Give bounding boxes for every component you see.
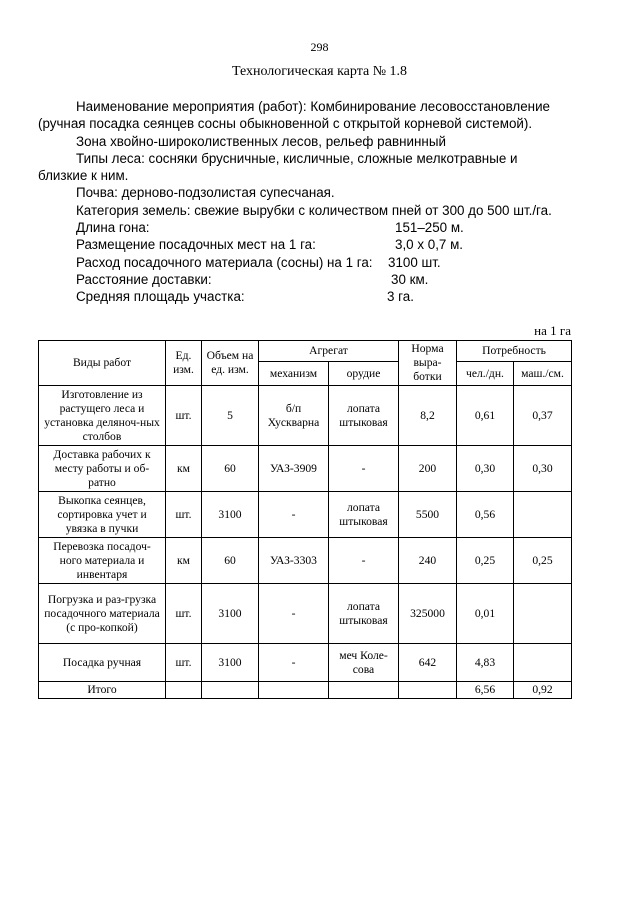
cell-person-days: 4,83 (457, 644, 514, 682)
param-value: 30 км. (391, 271, 429, 287)
param-label: Расстояние доставки: (76, 271, 212, 287)
cell-work: Изготовление из растущего леса и установка деляноч-ных столбов (39, 386, 166, 446)
cell-volume: 5 (202, 386, 259, 446)
cell-machine-shifts: 0,30 (514, 446, 572, 492)
cell-total-machine-shifts: 0,92 (514, 682, 572, 699)
cell-mechanism: УАЗ-3303 (259, 538, 329, 584)
param-row (38, 219, 600, 236)
total-row (39, 682, 572, 699)
cell-tool: - (329, 538, 399, 584)
activity-name-line2: (ручная посадка сеянцев сосны обыкновенной с открытой корневой системой). (38, 116, 533, 132)
page-title: Технологическая карта № 1.8 (231, 64, 408, 79)
table-row (39, 584, 572, 644)
cell-work: Посадка ручная (39, 644, 166, 682)
param-value: 3100 шт. (388, 254, 441, 270)
cell-norm: 240 (399, 538, 457, 584)
param-row (38, 288, 600, 305)
table-row (39, 492, 572, 538)
cell-norm: 642 (399, 644, 457, 682)
cell-work: Доставка рабочих к месту работы и об-ратно (39, 446, 166, 492)
cell-unit: шт. (166, 492, 202, 538)
cell-empty (202, 682, 259, 699)
activity-name-line1: Наименование мероприятия (работ): Комбинирование лесовосстановление (76, 99, 551, 114)
cell-total-person-days: 6,56 (457, 682, 514, 699)
cell-volume: 3100 (202, 492, 259, 538)
cell-norm: 325000 (399, 584, 457, 644)
technology-table (38, 340, 572, 699)
cell-norm: 5500 (399, 492, 457, 538)
table-row (39, 446, 572, 492)
param-label: Длина гона: (76, 220, 150, 236)
cell-person-days: 0,61 (457, 386, 514, 446)
forest-types-line2: близкие к ним. (38, 168, 129, 184)
cell-norm: 200 (399, 446, 457, 492)
cell-person-days: 0,01 (457, 584, 514, 644)
param-label: Расход посадочного материала (сосны) на 1 га: (76, 254, 373, 270)
param-label: Средняя площадь участка: (76, 289, 245, 305)
soil-line: Почва: дерново-подзолистая супесчаная. (76, 185, 335, 201)
cell-machine-shifts (514, 644, 572, 682)
unit-note: на 1 га (534, 323, 571, 338)
forest-types-line1: Типы леса: сосняки брусничные, кисличные, сложные мелкотравные и (76, 150, 518, 166)
cell-empty (399, 682, 457, 699)
param-row (38, 254, 600, 271)
cell-volume: 60 (202, 446, 259, 492)
cell-unit: км (166, 538, 202, 584)
description-block (38, 98, 600, 306)
param-row (38, 236, 600, 253)
cell-tool: лопата штыковая (329, 584, 399, 644)
cell-mechanism: - (259, 644, 329, 682)
cell-work: Погрузка и раз-грузка посадочного материала (с про-копкой) (39, 584, 166, 644)
cell-unit: км (166, 446, 202, 492)
header-volume: Объем на ед. изм. (202, 341, 259, 386)
header-norm: Норма выра-ботки (399, 341, 457, 386)
cell-machine-shifts (514, 584, 572, 644)
header-tool: орудие (329, 362, 399, 386)
param-row (38, 271, 600, 288)
cell-mechanism: - (259, 584, 329, 644)
header-mechanism: механизм (259, 362, 329, 386)
cell-volume: 60 (202, 538, 259, 584)
cell-tool: - (329, 446, 399, 492)
param-value: 151–250 м. (395, 220, 464, 236)
page-number: 298 (310, 40, 329, 54)
cell-mechanism: - (259, 492, 329, 538)
cell-machine-shifts (514, 492, 572, 538)
cell-unit: шт. (166, 644, 202, 682)
param-value: 3 га. (387, 289, 414, 305)
cell-tool: лопата штыковая (329, 492, 399, 538)
cell-tool: лопата штыковая (329, 386, 399, 446)
cell-person-days: 0,30 (457, 446, 514, 492)
cell-norm: 8,2 (399, 386, 457, 446)
cell-machine-shifts: 0,25 (514, 538, 572, 584)
cell-total-label: Итого (39, 682, 166, 699)
header-person-days: чел./дн. (457, 362, 514, 386)
cell-tool: меч Коле-сова (329, 644, 399, 682)
cell-person-days: 0,56 (457, 492, 514, 538)
cell-volume: 3100 (202, 584, 259, 644)
cell-empty (166, 682, 202, 699)
cell-volume: 3100 (202, 644, 259, 682)
table-row (39, 644, 572, 682)
header-work: Виды работ (39, 341, 166, 386)
cell-mechanism: УАЗ-3909 (259, 446, 329, 492)
cell-person-days: 0,25 (457, 538, 514, 584)
cell-empty (329, 682, 399, 699)
table-row (39, 386, 572, 446)
table-row (39, 538, 572, 584)
cell-work: Выкопка сеянцев, сортировка учет и увязка в пучки (39, 492, 166, 538)
header-machine-shifts: маш./см. (514, 362, 572, 386)
cell-empty (259, 682, 329, 699)
param-label: Размещение посадочных мест на 1 га: (76, 237, 316, 253)
cell-work: Перевозка посадоч-ного материала и инвентаря (39, 538, 166, 584)
param-value: 3,0 х 0,7 м. (395, 237, 464, 253)
header-need: Потребность (457, 341, 572, 362)
cell-unit: шт. (166, 584, 202, 644)
header-unit: Ед. изм. (166, 341, 202, 386)
zone-line: Зона хвойно-широколиственных лесов, рельеф равнинный (76, 133, 446, 149)
cell-mechanism: б/п Хускварна (259, 386, 329, 446)
land-category-line: Категория земель: свежие вырубки с количеством пней от 300 до 500 шт./га. (76, 202, 552, 218)
cell-machine-shifts: 0,37 (514, 386, 572, 446)
header-aggregate: Агрегат (259, 341, 399, 362)
cell-unit: шт. (166, 386, 202, 446)
